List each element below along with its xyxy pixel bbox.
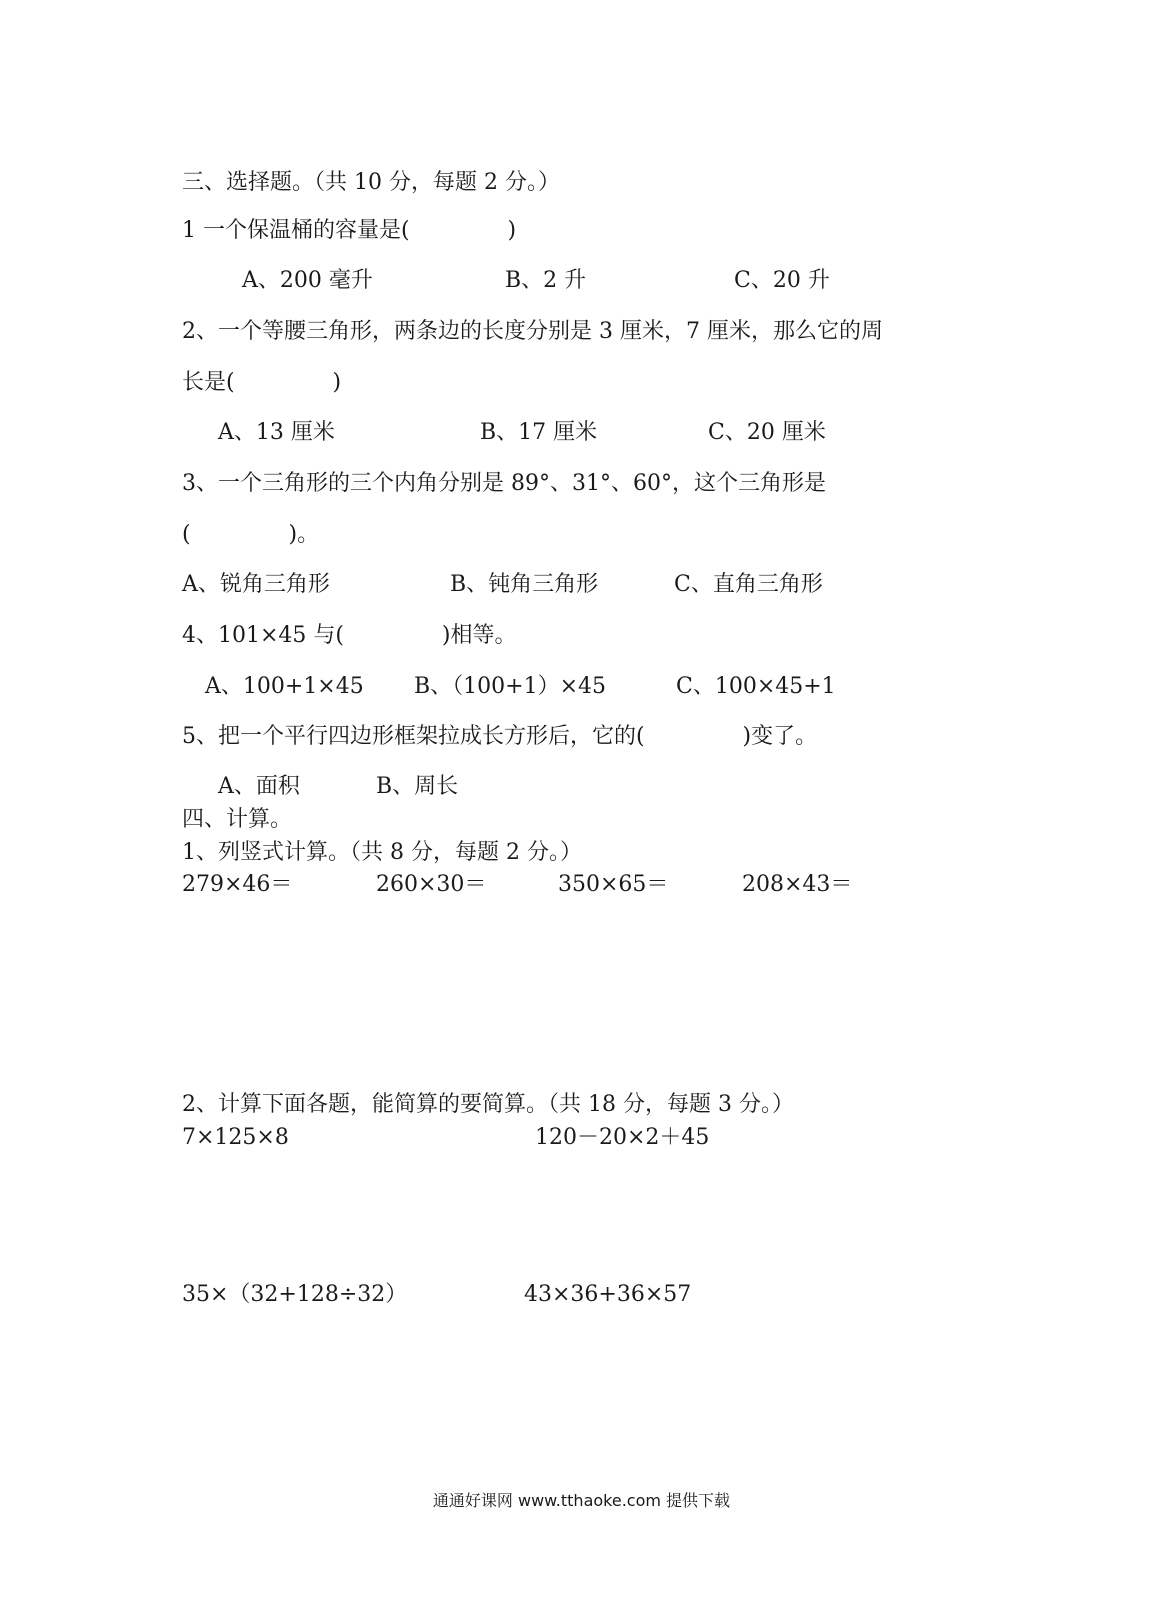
question-3-stem-line1: 3、一个三角形的三个内角分别是 89°、31°、60°，这个三角形是	[182, 471, 826, 496]
question-3-option-c: C、直角三角形	[674, 572, 823, 597]
question-2-stem-line2: 长是( )	[182, 370, 342, 395]
section4-title: 四、计算。	[182, 807, 293, 832]
section3-title: 三、选择题。（共 10 分，每题 2 分。）	[182, 170, 560, 195]
calc-problem-4: 43×36+36×57	[524, 1282, 692, 1307]
calc-problem-3: 35×（32+128÷32）	[182, 1282, 408, 1307]
section4-part1-title: 1、列竖式计算。（共 8 分，每题 2 分。）	[182, 840, 582, 865]
vertical-calc-problem-2: 260×30＝	[376, 872, 487, 897]
question-2-option-c: C、20 厘米	[708, 420, 826, 445]
question-3-option-b: B、钝角三角形	[450, 572, 599, 597]
vertical-calc-problem-4: 208×43＝	[742, 872, 853, 897]
question-4-option-c: C、100×45+1	[676, 674, 836, 699]
question-4-stem: 4、101×45 与( )相等。	[182, 623, 517, 648]
question-2-stem-line1: 2、一个等腰三角形，两条边的长度分别是 3 厘米，7 厘米，那么它的周	[182, 319, 883, 344]
question-4-option-b: B、（100+1）×45	[414, 674, 607, 699]
question-5-option-a: A、面积	[218, 774, 300, 799]
section4-part2-title: 2、计算下面各题，能简算的要简算。（共 18 分，每题 3 分。）	[182, 1092, 794, 1117]
question-2-option-a: A、13 厘米	[218, 420, 335, 445]
question-2-option-b: B、17 厘米	[480, 420, 598, 445]
question-1-option-a: A、200 毫升	[242, 268, 373, 293]
question-5-stem: 5、把一个平行四边形框架拉成长方形后，它的( )变了。	[182, 724, 818, 749]
vertical-calc-problem-3: 350×65＝	[558, 872, 669, 897]
question-3-option-a: A、锐角三角形	[182, 572, 330, 597]
question-5-option-b: B、周长	[376, 774, 459, 799]
question-1-stem: 1 一个保温桶的容量是( )	[182, 218, 517, 243]
question-1-option-c: C、20 升	[734, 268, 830, 293]
footer-credit: 通通好课网 www.tthaoke.com 提供下载	[432, 1491, 731, 1510]
question-1-option-b: B、2 升	[505, 268, 587, 293]
vertical-calc-problem-1: 279×46＝	[182, 872, 293, 897]
question-3-stem-line2: ( )。	[182, 522, 320, 547]
calc-problem-1: 7×125×8	[182, 1125, 289, 1150]
calc-problem-2: 120－20×2＋45	[535, 1125, 710, 1150]
question-4-option-a: A、100+1×45	[205, 674, 364, 699]
